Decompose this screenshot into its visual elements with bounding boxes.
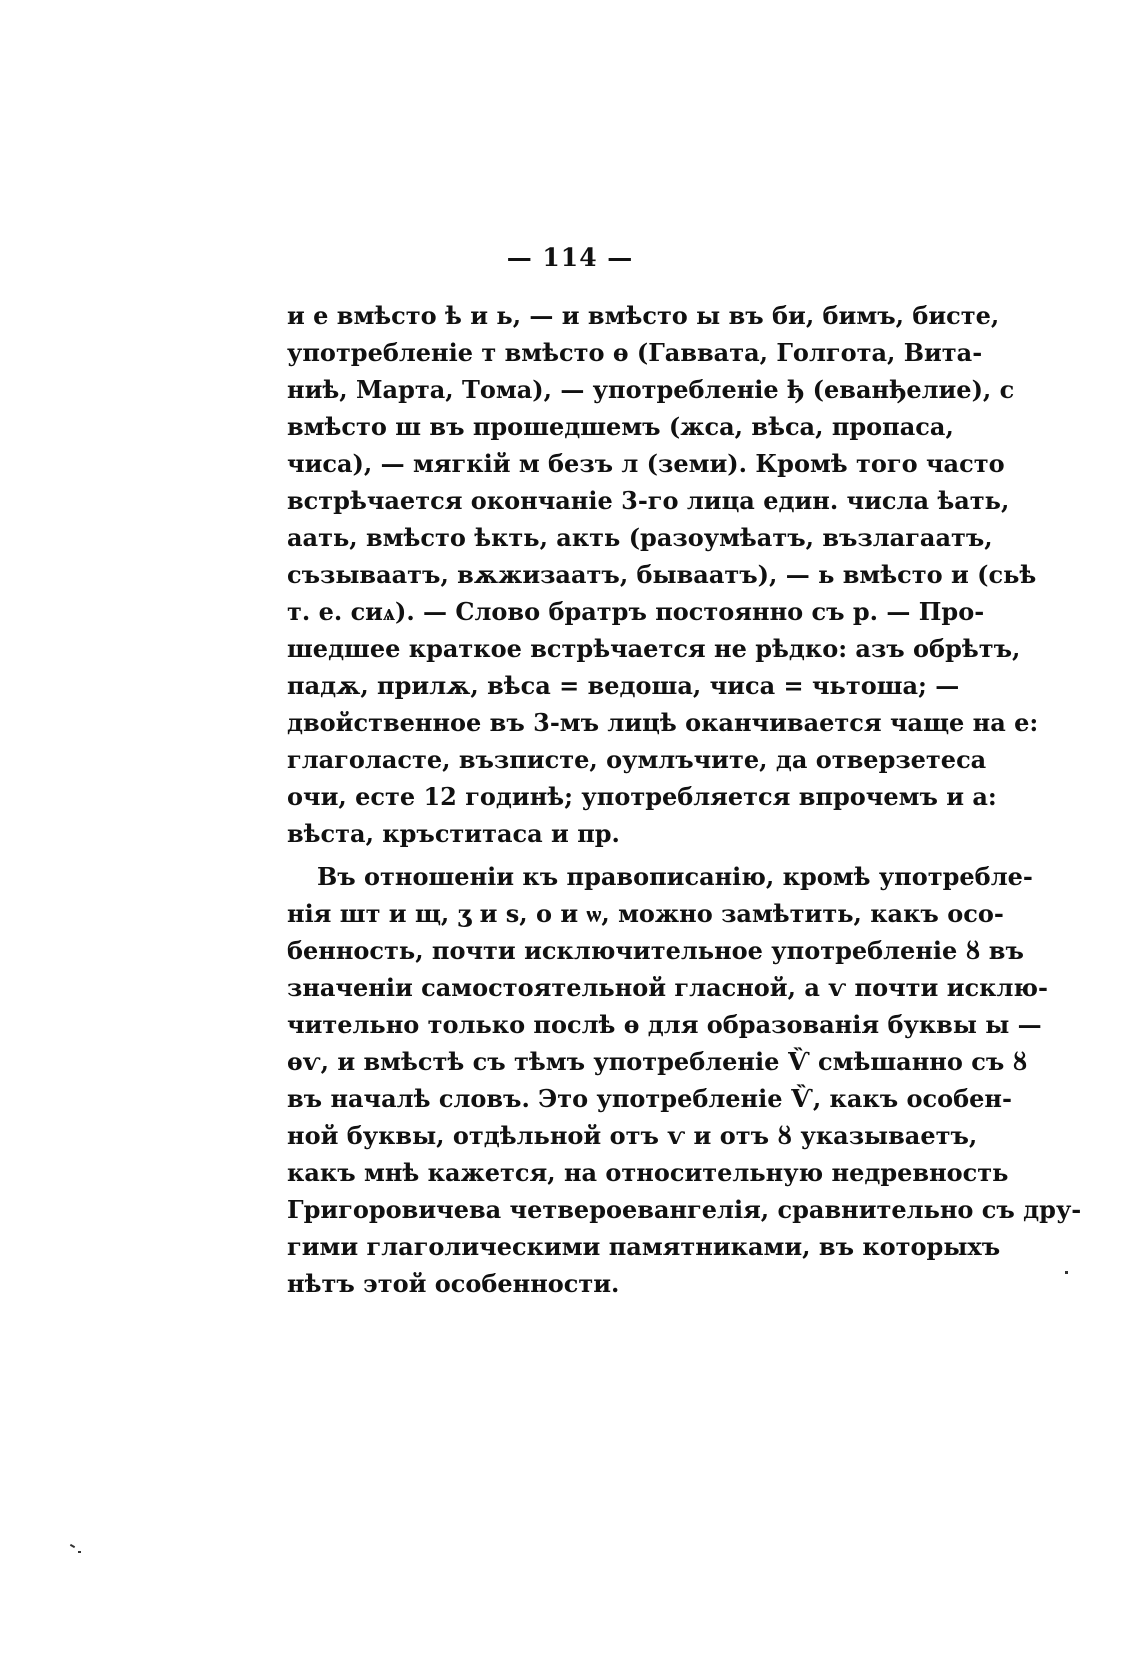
text-line: значеніи самостоятельной гласной, а ѵ почти исклю-: [287, 973, 1048, 1002]
text-line: аать, вмѣсто ѣкть, акть (разоумѣатъ, възлагаатъ,: [287, 523, 993, 552]
text-line: Григоровичева четвероевангелія, сравнительно съ дру-: [287, 1195, 1082, 1224]
text-line: вѣста, кръститаса и пр.: [287, 819, 620, 848]
text-line: съзываатъ, вѫжизаатъ, бываатъ), — ь вмѣсто и (сьѣ: [287, 560, 1037, 589]
text-line: ной буквы, отдѣльной отъ ѵ и отъ ȣ указываетъ,: [287, 1121, 978, 1150]
page-number: — 114 —: [506, 243, 634, 272]
text-line: въ началѣ словъ. Это употребленіе Ѷ, какъ особен-: [287, 1084, 1012, 1113]
text-line: встрѣчается окончаніе 3-го лица един. числа ѣать,: [287, 486, 1010, 515]
scan-speck: [1065, 1271, 1068, 1274]
text-line: т. е. сиѧ). — Слово братръ постоянно съ р. — Про-: [287, 597, 985, 626]
text-line: глаголасте, възписте, оумлъчите, да отверзетеса: [287, 745, 987, 774]
paragraph-2: [287, 858, 1082, 1302]
text-line: нія шт и щ, ӡ и ѕ, о и ѡ, можно замѣтить, какъ осо-: [287, 899, 1004, 928]
text-line: употребленіе т вмѣсто ѳ (Гаввата, Голгота, Вита-: [287, 338, 983, 367]
text-line: и е вмѣсто ѣ и ь, — и вмѣсто ы въ би, бимъ, бисте,: [287, 301, 1000, 330]
text-line: гими глаголическими памятниками, въ которыхъ: [287, 1232, 1001, 1261]
paragraph-1: [287, 297, 1039, 852]
text-line: Въ отношеніи къ правописанію, кромѣ употребле-: [317, 862, 1033, 891]
text-line: ниѣ, Марта, Тома), — употребленіе ђ (еванђелие), с: [287, 375, 1015, 404]
text-line: бенность, почти исключительное употребленіе ȣ въ: [287, 936, 1024, 965]
text-line: нѣтъ этой особенности.: [287, 1269, 620, 1298]
text-line: двойственное въ 3-мъ лицѣ оканчивается чаще на е:: [287, 708, 1039, 737]
text-line: чиса), — мягкій м безъ л (земи). Кромѣ того часто: [287, 449, 1005, 478]
text-line: чительно только послѣ ѳ для образованія буквы ы —: [287, 1010, 1042, 1039]
text-line: падѫ, прилѫ, вѣса = ведоша, чиса = чьтоша; —: [287, 671, 960, 700]
scan-speck: [70, 1544, 75, 1548]
text-line: шедшее краткое встрѣчается не рѣдко: азъ обрѣтъ,: [287, 634, 1021, 663]
body-text: [287, 297, 1082, 1302]
scan-speck: [78, 1551, 81, 1553]
text-line: очи, есте 12 годинѣ; употребляется впрочемъ и а:: [287, 782, 997, 811]
text-line: вмѣсто ш въ прошедшемъ (жса, вѣса, пропаса,: [287, 412, 954, 441]
text-line: какъ мнѣ кажется, на относительную недревность: [287, 1158, 1009, 1187]
text-line: ѳѵ, и вмѣстѣ съ тѣмъ употребленіе Ѷ смѣшанно съ ȣ: [287, 1047, 1028, 1076]
